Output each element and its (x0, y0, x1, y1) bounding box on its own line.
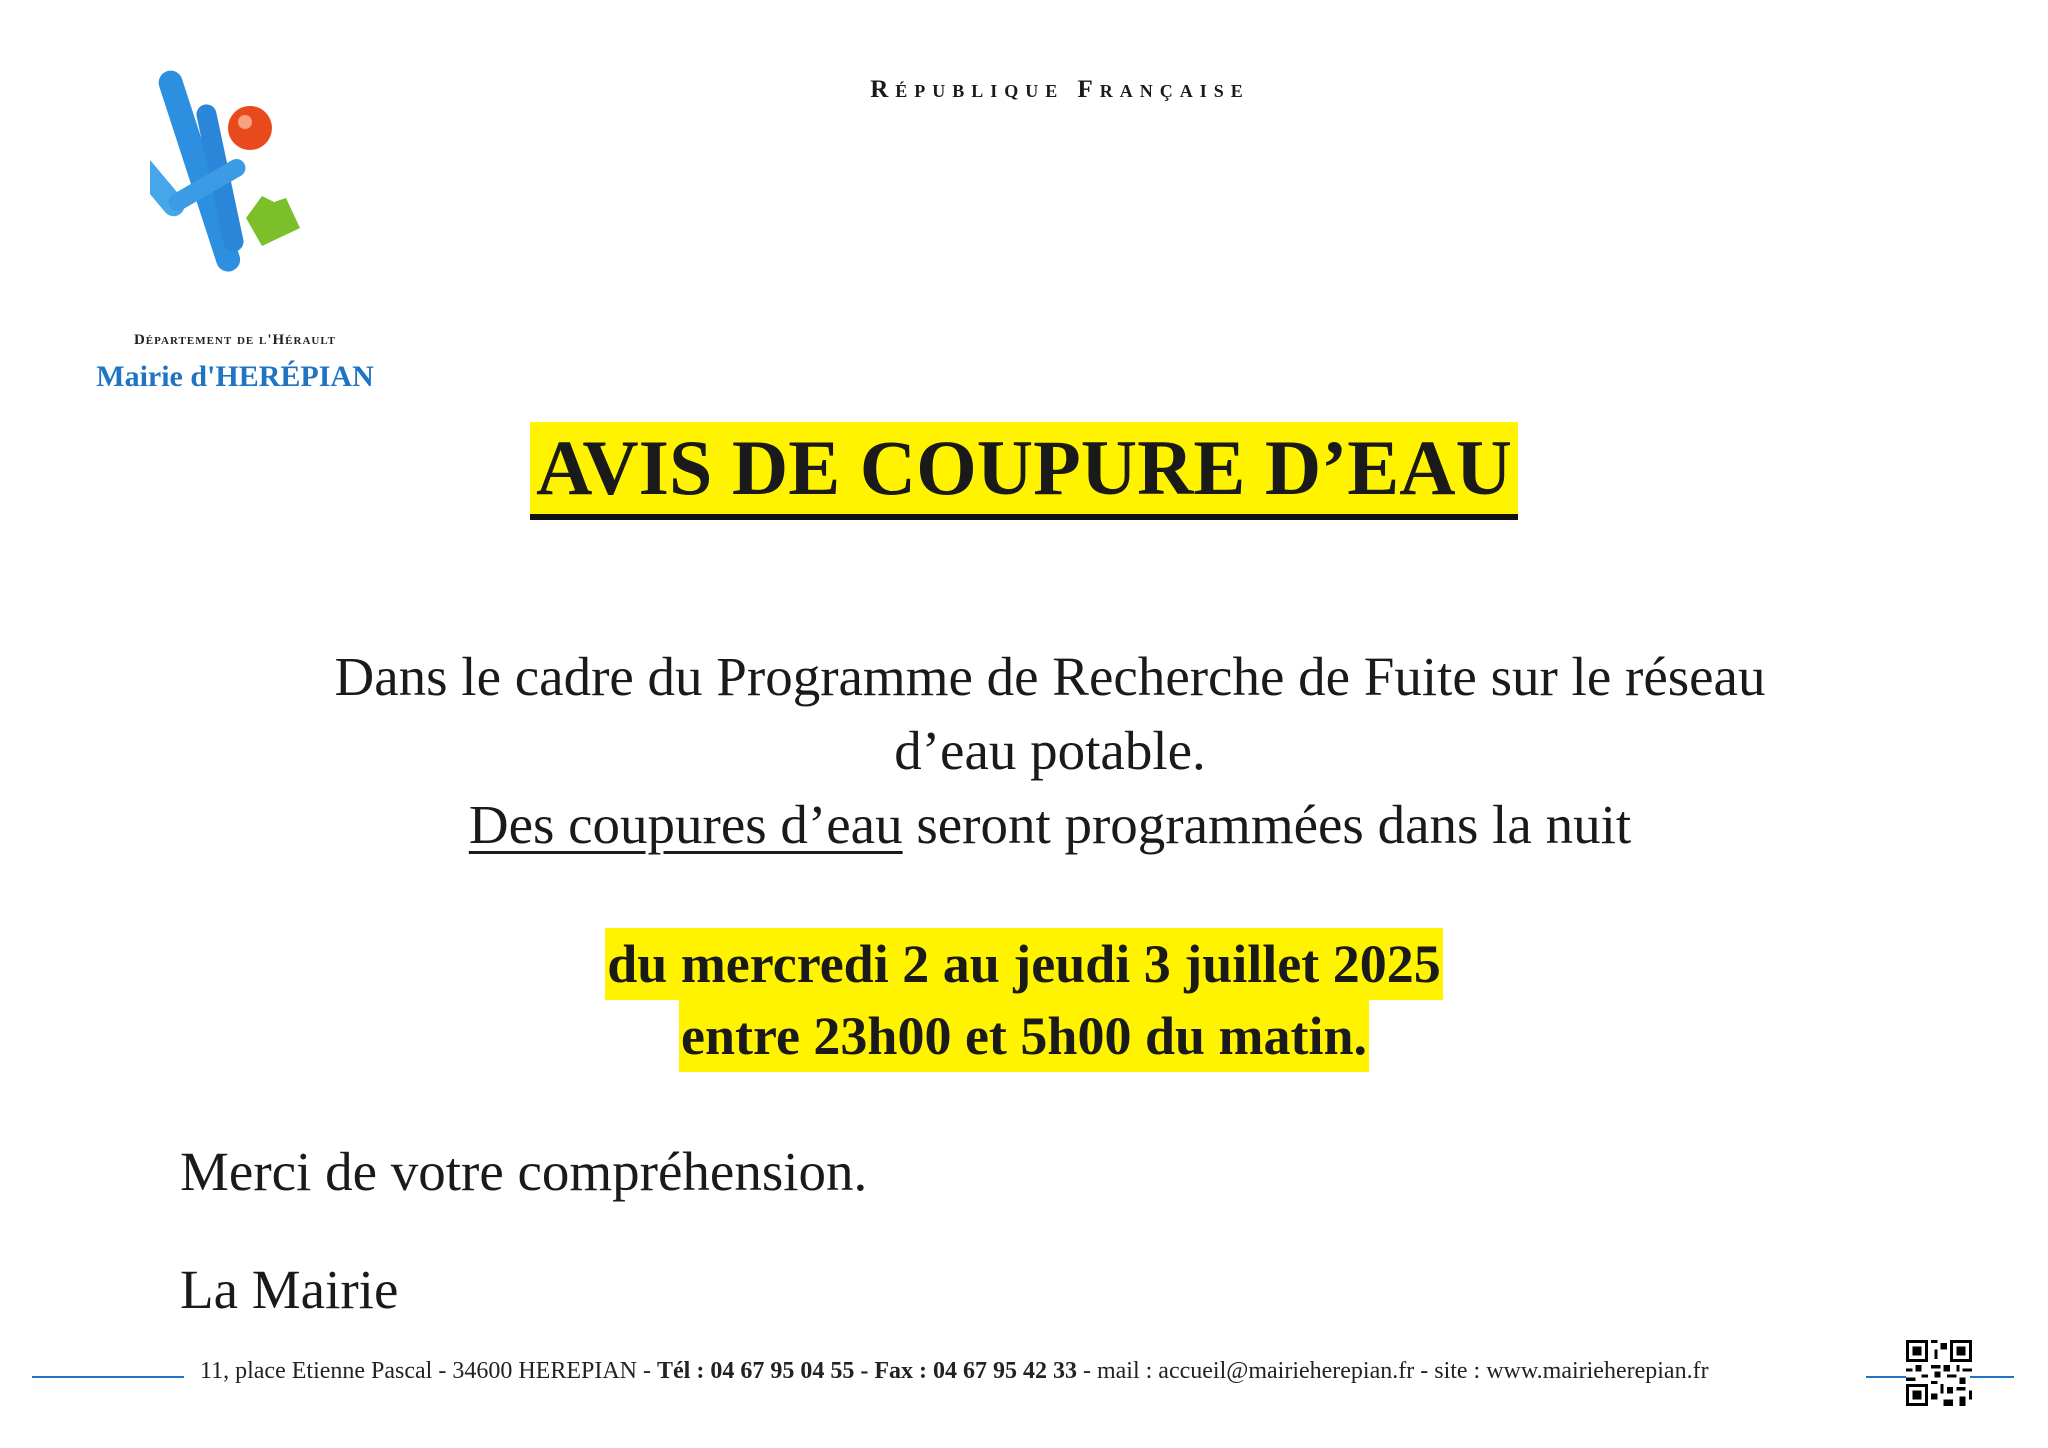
intro-line-3 (100, 788, 2000, 862)
dates-block (0, 928, 2048, 1072)
logo-blue-figure (150, 68, 249, 275)
mairie-name: Mairie d'HERÉPIAN (96, 360, 374, 393)
footer-rule-right-end (1970, 1376, 2014, 1378)
title-container (0, 422, 2048, 520)
footer-rule-right (1866, 1376, 1908, 1378)
underlined-phrase: Des coupures d’eau (468, 794, 903, 855)
intro-paragraph (100, 640, 2000, 862)
republique-francaise-heading: République Française (870, 76, 1250, 103)
municipal-logo-icon (150, 68, 320, 308)
signature: La Mairie (180, 1259, 399, 1320)
intro-line-2: d’eau potable. (894, 720, 1206, 781)
footer-address: 11, place Etienne Pascal - 34600 HEREPIAN - (200, 1358, 657, 1384)
logo-green-shape (246, 196, 300, 246)
qr-code-icon (1906, 1340, 1972, 1406)
department-label: Département de l'Hérault (133, 332, 337, 348)
footer-contact (200, 1358, 1860, 1385)
intro-line-3-rest: seront programmées dans la nuit (902, 794, 1632, 855)
footer-mail-site: - mail : accueil@mairieherepian.fr - site : www.mairieherepian.fr (1076, 1358, 1709, 1384)
footer-rule-left (32, 1376, 184, 1378)
footer-phone-fax: Tél : 04 67 95 04 55 - Fax : 04 67 95 42 33 (657, 1358, 1077, 1384)
date-range: du mercredi 2 au jeudi 3 juillet 2025 (605, 928, 1443, 1000)
thanks-text: Merci de votre compréhension. (180, 1141, 868, 1202)
time-range: entre 23h00 et 5h00 du matin. (679, 1000, 1369, 1072)
logo-orange-dot (228, 106, 272, 150)
notice-title: AVIS DE COUPURE D’EAU (530, 422, 1518, 520)
intro-line-1: Dans le cadre du Programme de Recherche de Fuite sur le réseau (334, 646, 1766, 707)
